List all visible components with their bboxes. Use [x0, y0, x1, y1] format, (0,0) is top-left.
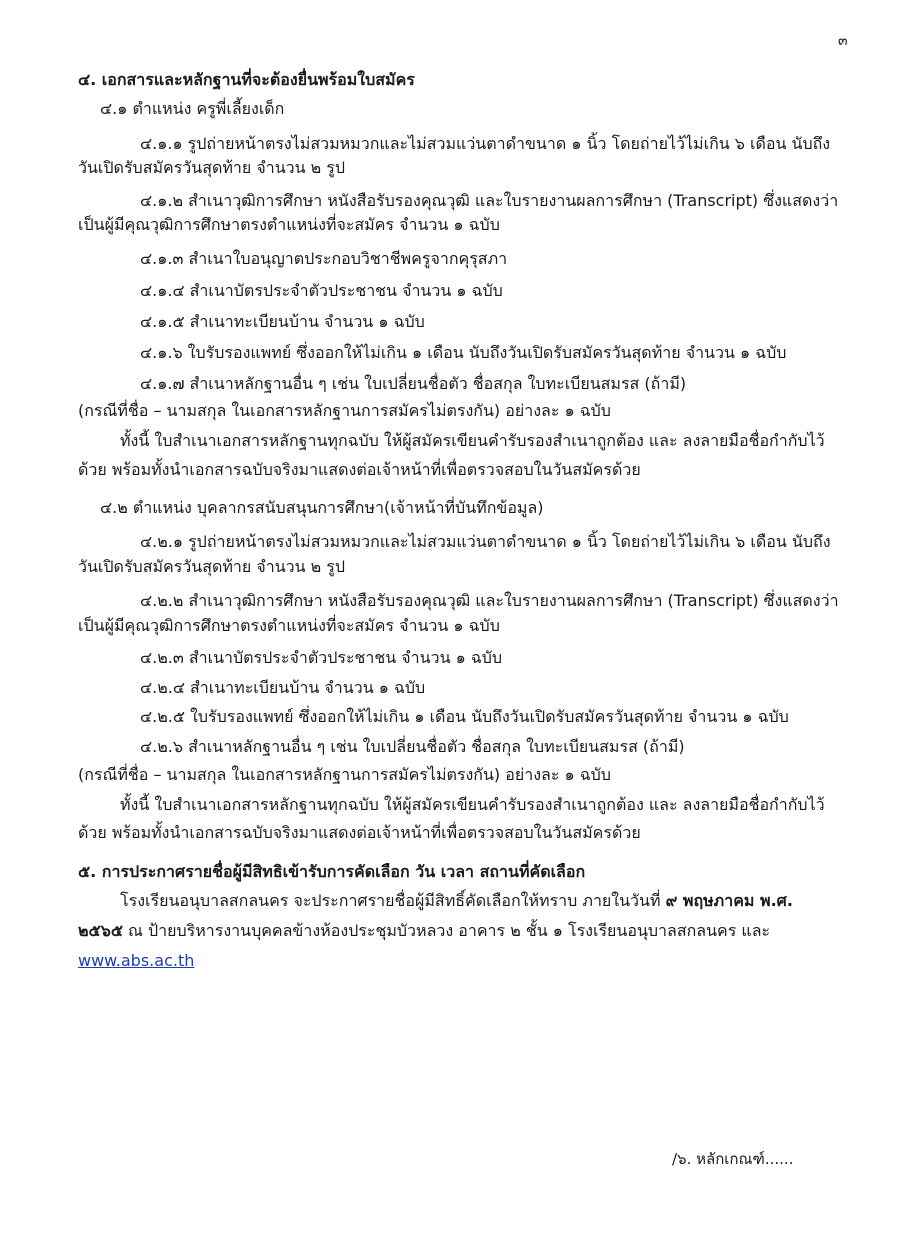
s5-year-bold: ๒๕๖๕: [78, 921, 123, 940]
s41-item6: ๔.๑.๖ ใบรับรองแพทย์ ซึ่งออกให้ไม่เกิน ๑ เดือน นับถึงวันเปิดรับสมัครวันสุดท้าย จำนวน ๑ ฉบับ: [140, 343, 787, 362]
s5-date-bold: ๙ พฤษภาคม พ.ศ.: [665, 891, 793, 910]
s41-item7-line1: ๔.๑.๗ สำเนาหลักฐานอื่น ๆ เช่น ใบเปลี่ยนชื่อตัว ชื่อสกุล ใบทะเบียนสมรส (ถ้ามี): [140, 374, 687, 393]
s42-item2-line2: เป็นผู้มีคุณวุฒิการศึกษาตรงตำแหน่งที่จะสมัคร จำนวน ๑ ฉบับ: [78, 616, 500, 635]
s42-item6-line2: (กรณีที่ชื่อ – นามสกุล ในเอกสารหลักฐานการสมัครไม่ตรงกัน) อย่างละ ๑ ฉบับ: [78, 765, 611, 784]
s41-item3: ๔.๑.๓ สำเนาใบอนุญาตประกอบวิชาชีพครูจากคุรุสภา: [140, 249, 508, 268]
s5-para-line2-text: ณ ป้ายบริหารงานบุคคลข้างห้องประชุมบัวหลวง อาคาร ๒ ชั้น ๑ โรงเรียนอนุบาลสกลนคร และ: [122, 921, 771, 940]
page-number: ๓: [838, 33, 848, 49]
s42-note-line1: ทั้งนี้ ใบสำเนาเอกสารหลักฐานทุกฉบับ ให้ผู้สมัครเขียนคำรับรองสำเนาถูกต้อง และ ลงลายมือชื่อกำกับไว้: [120, 795, 825, 814]
s41-item1-line2: วันเปิดรับสมัครวันสุดท้าย จำนวน ๒ รูป: [78, 158, 346, 177]
section4-heading: ๔. เอกสารและหลักฐานที่จะต้องยื่นพร้อมใบสมัคร: [78, 70, 415, 89]
s5-para-line2: [78, 920, 770, 942]
s42-item6-line1: ๔.๒.๖ สำเนาหลักฐานอื่น ๆ เช่น ใบเปลี่ยนชื่อตัว ชื่อสกุล ใบทะเบียนสมรส (ถ้ามี): [140, 737, 685, 756]
s42-item1-line1: ๔.๒.๑ รูปถ่ายหน้าตรงไม่สวมหมวกและไม่สวมแว่นตาดำขนาด ๑ นิ้ว โดยถ่ายไว้ไม่เกิน ๖ เดือน นับถึง: [140, 532, 831, 551]
s41-note-line1: ทั้งนี้ ใบสำเนาเอกสารหลักฐานทุกฉบับ ให้ผู้สมัครเขียนคำรับรองสำเนาถูกต้อง และ ลงลายมือชื่อกำกับไว้: [120, 431, 825, 450]
s5-para-line1: [120, 890, 793, 912]
s41-item7-line2: (กรณีที่ชื่อ – นามสกุล ในเอกสารหลักฐานการสมัครไม่ตรงกัน) อย่างละ ๑ ฉบับ: [78, 401, 611, 420]
section5-heading: ๕. การประกาศรายชื่อผู้มีสิทธิเข้ารับการคัดเลือก วัน เวลา สถานที่คัดเลือก: [78, 862, 586, 881]
section41-title: ๔.๑ ตำแหน่ง ครูพี่เลี้ยงเด็ก: [100, 99, 285, 118]
footer-continuation: /๖. หลักเกณฑ์......: [672, 1150, 794, 1168]
s42-item2-line1: ๔.๒.๒ สำเนาวุฒิการศึกษา หนังสือรับรองคุณวุฒิ และใบรายงานผลการศึกษา (Transcript) ซึ่งแสดงว่า: [140, 591, 839, 610]
s41-item2-line1: ๔.๑.๒ สำเนาวุฒิการศึกษา หนังสือรับรองคุณวุฒิ และใบรายงานผลการศึกษา (Transcript) ซึ่งแสดงว่า: [140, 191, 839, 210]
s41-item4: ๔.๑.๔ สำเนาบัตรประจำตัวประชาชน จำนวน ๑ ฉบับ: [140, 281, 503, 300]
s5-para-line1-text: โรงเรียนอนุบาลสกลนคร จะประกาศรายชื่อผู้มีสิทธิ์คัดเลือกให้ทราบ ภายในวันที่: [120, 891, 666, 910]
s42-item1-line2: วันเปิดรับสมัครวันสุดท้าย จำนวน ๒ รูป: [78, 557, 346, 576]
website-link[interactable]: www.abs.ac.th: [78, 951, 195, 970]
s41-note-line2: ด้วย พร้อมทั้งนำเอกสารฉบับจริงมาแสดงต่อเจ้าหน้าที่เพื่อตรวจสอบในวันสมัครด้วย: [78, 460, 641, 479]
section42-title: ๔.๒ ตำแหน่ง บุคลากรสนับสนุนการศึกษา(เจ้าหน้าที่บันทึกข้อมูล): [100, 498, 544, 517]
s42-item5: ๔.๒.๕ ใบรับรองแพทย์ ซึ่งออกให้ไม่เกิน ๑ เดือน นับถึงวันเปิดรับสมัครวันสุดท้าย จำนวน ๑ ฉบับ: [140, 707, 789, 726]
s41-item5: ๔.๑.๕ สำเนาทะเบียนบ้าน จำนวน ๑ ฉบับ: [140, 312, 425, 331]
s42-item4: ๔.๒.๔ สำเนาทะเบียนบ้าน จำนวน ๑ ฉบับ: [140, 678, 426, 697]
s41-item1-line1: ๔.๑.๑ รูปถ่ายหน้าตรงไม่สวมหมวกและไม่สวมแว่นตาดำขนาด ๑ นิ้ว โดยถ่ายไว้ไม่เกิน ๖ เดือน นับถึง: [140, 134, 831, 153]
s42-note-line2: ด้วย พร้อมทั้งนำเอกสารฉบับจริงมาแสดงต่อเจ้าหน้าที่เพื่อตรวจสอบในวันสมัครด้วย: [78, 823, 641, 842]
s42-item3: ๔.๒.๓ สำเนาบัตรประจำตัวประชาชน จำนวน ๑ ฉบับ: [140, 648, 503, 667]
s41-item2-line2: เป็นผู้มีคุณวุฒิการศึกษาตรงตำแหน่งที่จะสมัคร จำนวน ๑ ฉบับ: [78, 215, 500, 234]
